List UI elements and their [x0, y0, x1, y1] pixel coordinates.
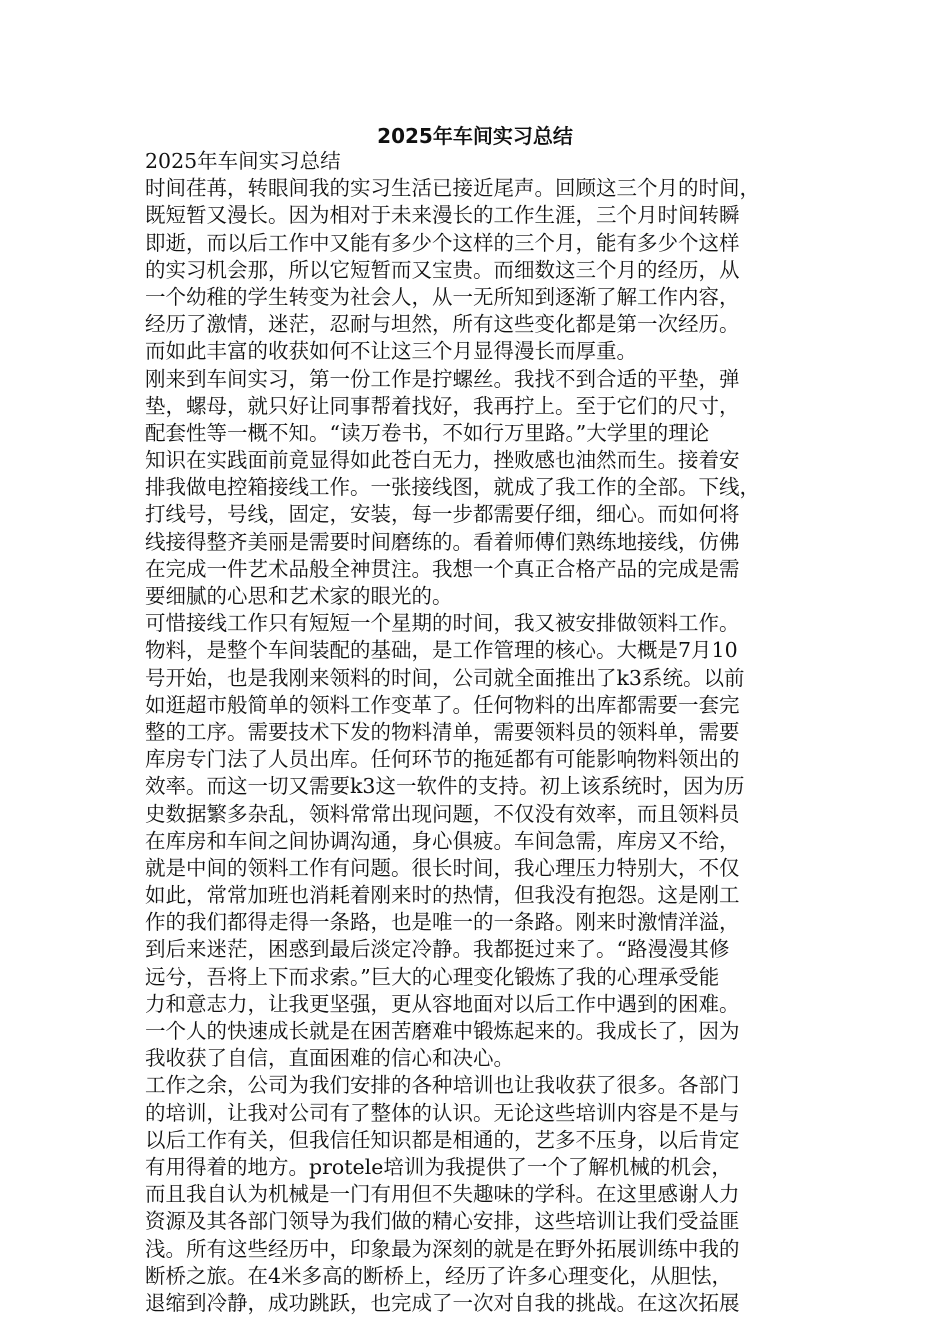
body-text-line: 以后工作有关，但我信任知识都是相通的，艺多不压身，以后肯定 [145, 1127, 740, 1152]
body-text-line: 到后来迷茫，困惑到最后淡定冷静。我都挺过来了。“路漫漫其修 [145, 937, 730, 962]
body-text-line: 整的工序。需要技术下发的物料清单，需要领料员的领料单，需要 [145, 719, 740, 744]
document-subtitle-line: 2025年车间实习总结 [145, 149, 341, 173]
body-text-line: 断桥之旅。在4米多高的断桥上，经历了许多心理变化，从胆怯， [145, 1263, 733, 1288]
body-text-line: 而如此丰富的收获如何不让这三个月显得漫长而厚重。 [145, 339, 637, 364]
body-text-line: 要细腻的心思和艺术家的眼光的。 [145, 584, 453, 608]
document-title: 2025年车间实习总结 [377, 124, 573, 148]
body-text-line: 号开始，也是我刚来领料的时间，公司就全面推出了k3系统。以前 [145, 665, 745, 690]
body-text-line: 库房专门法了人员出库。任何环节的拖延都有可能影响物料领出的 [145, 747, 740, 772]
body-text-line: 垫，螺母，就只好让同事帮着找好，我再拧上。至于它们的尺寸， [145, 393, 740, 418]
body-text-line: 史数据繁多杂乱，领料常常出现问题，不仅没有效率，而且领料员 [145, 801, 740, 826]
body-text-line: 有用得着的地方。protele培训为我提供了一个了解机械的机会， [145, 1154, 732, 1179]
body-text-line: 工作之余，公司为我们安排的各种培训也让我收获了很多。各部门 [145, 1073, 740, 1098]
body-text-line: 浅。所有这些经历中，印象最为深刻的就是在野外拓展训练中我的 [145, 1236, 740, 1261]
body-text-line: 我收获了自信，直面困难的信心和决心。 [145, 1046, 514, 1071]
body-text-line: 知识在实践面前竟显得如此苍白无力，挫败感也油然而生。接着安 [145, 448, 740, 473]
body-text-line: 配套性等一概不知。“读万卷书，不如行万里路。”大学里的理论 [145, 420, 710, 445]
body-text-line: 可惜接线工作只有短短一个星期的时间，我又被安排做领料工作。 [145, 611, 740, 636]
body-text-line: 在完成一件艺术品般全神贯注。我想一个真正合格产品的完成是需 [145, 556, 740, 581]
body-text-line: 退缩到冷静，成功跳跃，也完成了一次对自我的挑战。在这次拓展 [145, 1290, 740, 1315]
document-body [145, 148, 800, 1317]
body-text-line: 刚来到车间实习，第一份工作是拧螺丝。我找不到合适的平垫，弹 [145, 366, 740, 391]
body-text-line: 排我做电控箱接线工作。一张接线图，就成了我工作的全部。下线， [145, 475, 760, 500]
body-text-line: 打线号，号线，固定，安装，每一步都需要仔细，细心。而如何将 [145, 502, 740, 527]
body-text-line: 如此，常常加班也消耗着刚来时的热情，但我没有抱怨。这是刚工 [145, 883, 740, 908]
body-text-line: 远兮，吾将上下而求索。”巨大的心理变化锻炼了我的心理承受能 [145, 964, 720, 989]
body-text-line: 即逝，而以后工作中又能有多少个这样的三个月，能有多少个这样 [145, 230, 740, 255]
body-text-line: 效率。而这一切又需要k3这一软件的支持。初上该系统时，因为历 [145, 774, 745, 799]
body-text-line: 在库房和车间之间协调沟通，身心俱疲。车间急需，库房又不给， [145, 828, 740, 853]
body-text-line: 资源及其各部门领导为我们做的精心安排，这些培训让我们受益匪 [145, 1209, 740, 1234]
body-text-line: 线接得整齐美丽是需要时间磨练的。看着师傅们熟练地接线，仿佛 [145, 529, 740, 554]
body-text-line: 时间荏苒，转眼间我的实习生活已接近尾声。回顾这三个月的时间， [145, 176, 760, 201]
body-text-line: 的实习机会那，所以它短暂而又宝贵。而细数这三个月的经历，从 [145, 257, 740, 282]
body-text-line: 作的我们都得走得一条路，也是唯一的一条路。刚来时激情洋溢， [145, 910, 740, 935]
body-text-line: 而且我自认为机械是一门有用但不失趣味的学科。在这里感谢人力 [145, 1182, 740, 1207]
body-text-line: 就是中间的领料工作有问题。很长时间，我心理压力特别大，不仅 [145, 855, 740, 880]
body-text-line: 如逛超市般简单的领料工作变革了。任何物料的出库都需要一套完 [145, 692, 740, 717]
body-text-line: 力和意志力，让我更坚强，更从容地面对以后工作中遇到的困难。 [145, 991, 740, 1016]
body-text-line: 经历了激情，迷茫，忍耐与坦然，所有这些变化都是第一次经历。 [145, 312, 740, 337]
body-text-line: 一个人的快速成长就是在困苦磨难中锻炼起来的。我成长了，因为 [145, 1019, 740, 1043]
body-text-line: 一个幼稚的学生转变为社会人，从一无所知到逐渐了解工作内容， [145, 284, 740, 309]
body-text-line: 的培训，让我对公司有了整体的认识。无论这些培训内容是不是与 [145, 1100, 740, 1125]
body-text-line: 既短暂又漫长。因为相对于未来漫长的工作生涯，三个月时间转瞬 [145, 203, 740, 228]
body-text-line: 物料，是整个车间装配的基础，是工作管理的核心。大概是7月10 [145, 638, 738, 663]
